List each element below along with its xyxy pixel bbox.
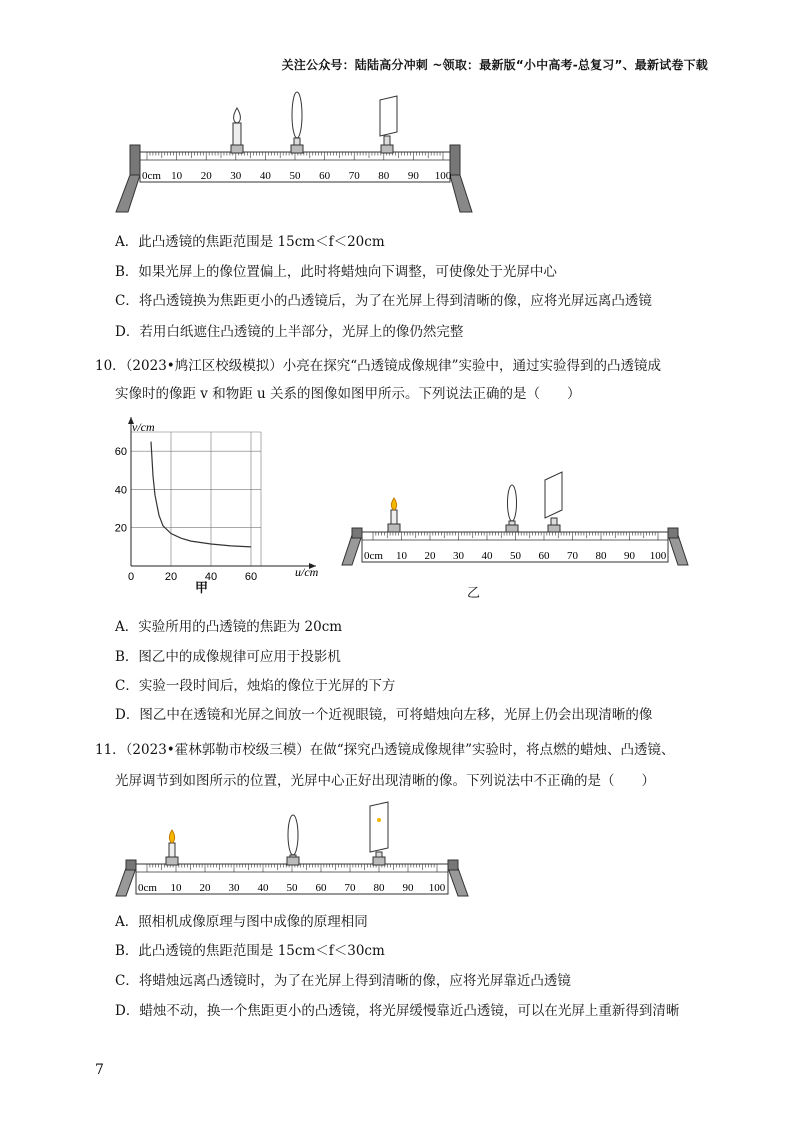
ruler-label: 90 [624,550,635,562]
ruler-label: 60 [315,882,327,894]
ruler-label: 60 [538,550,550,562]
ruler-label: 100 [428,882,446,894]
ruler-label: 90 [407,170,419,182]
ruler-label: 70 [344,882,356,894]
ruler-label: 80 [373,882,385,894]
optical-bench-figure-yi [340,470,690,575]
ruler-label: 80 [595,550,607,562]
q9-option-c: C．将凸透镜换为焦距更小的凸透镜后，为了在光屏上得到清晰的像，应将光屏远离凸透镜 [115,293,652,309]
ruler-zero-label: 0cm [364,550,383,562]
ruler-label: 100 [434,170,452,182]
q9-option-a: A．此凸透镜的焦距范围是 15cm＜f＜20cm [115,234,385,250]
optical-bench-figure-q11 [112,800,477,900]
y-axis-label: v/cm [132,420,155,434]
q10-option-d: D．图乙中在透镜和光屏之间放一个近视眼镜，可将蜡烛向左移，光屏上仍会出现清晰的像 [115,707,653,723]
q11-stem-line2: 光屏调节到如图所示的位置，光屏中心正好出现清晰的像。下列说法中不正确的是（ ） [115,773,655,789]
ruler-label: 20 [200,170,212,182]
ruler-label: 90 [402,882,414,894]
x-tick-label: 20 [164,571,178,583]
ruler-label: 40 [259,170,271,182]
ruler-label: 50 [286,882,298,894]
ruler-label: 100 [649,550,667,562]
ruler-label: 10 [171,170,183,182]
ruler-label: 20 [424,550,436,562]
q11-option-c: C．将蜡烛远离凸透镜时，为了在光屏上得到清晰的像，应将光屏靠近凸透镜 [115,973,571,989]
q9-option-b: B．如果光屏上的像位置偏上，此时将蜡烛向下调整，可使像处于光屏中心 [115,264,557,280]
ruler-label: 40 [257,882,269,894]
x-axis-label: u/cm [295,565,319,579]
y-tick-label: 60 [114,446,127,459]
ruler-label: 70 [348,170,360,182]
q10-option-a: A．实验所用的凸透镜的焦距为 20cm [115,619,343,635]
series-line [151,442,251,547]
q10-option-c: C．实验一段时间后，烛焰的像位于光屏的下方 [115,678,396,694]
v-u-graph [110,413,340,593]
q10-option-b: B．图乙中的成像规律可应用于投影机 [115,649,341,665]
ruler-zero-label: 0cm [138,882,157,894]
q9-option-d: D．若用白纸遮住凸透镜的上半部分，光屏上的像仍然完整 [115,324,464,340]
q10-stem-line2: 实像时的像距 v 和物距 u 关系的图像如图甲所示。下列说法正确的是（ ） [115,386,581,402]
bench-caption-yi: 乙 [467,586,481,601]
q11-option-d: D．蜡烛不动，换一个焦距更小的凸透镜，将光屏缓慢靠近凸透镜，可以在光屏上重新得到清晰 [115,1003,680,1019]
q11-option-b: B．此凸透镜的焦距范围是 15cm＜f＜30cm [115,943,385,959]
ruler-label: 30 [453,550,464,562]
ruler-label: 70 [567,550,578,562]
ruler-zero-label: 0cm [142,170,161,182]
q11-option-a: A．照相机成像原理与图中成像的原理相同 [115,914,368,930]
page-number: 7 [95,1062,104,1078]
y-tick-label: 40 [114,484,127,497]
y-tick-label: 20 [114,522,127,535]
ruler-label: 30 [230,170,242,182]
ruler-label: 10 [396,550,407,562]
ruler-label: 50 [510,550,521,562]
x-tick-label: 40 [204,571,218,583]
ruler-label: 40 [481,550,493,562]
ruler-label: 60 [319,170,331,182]
page-header: 关注公众号：陆陆高分冲刺 ~领取：最新版“小中高考-总复习”、最新试卷下载 [281,58,708,72]
x-tick-label: 0 [127,571,135,583]
q11-stem-line1: 11．（2023•霍林郭勒市校级三模）在做“探究凸透镜成像规律”实验时，将点燃的蜡烛、凸透镜、 [95,742,675,758]
x-tick-label: 60 [244,571,258,583]
ruler-label: 50 [289,170,301,182]
graph-caption-jia: 甲 [195,581,209,596]
q10-stem-line1: 10．（2023•鸠江区校级模拟）小亮在探究“凸透镜成像规律”实验中，通过实验得到的凸透镜成 [95,358,662,374]
optical-bench-figure-top [110,90,480,215]
ruler-label: 30 [228,882,240,894]
ruler-label: 20 [199,882,211,894]
ruler-label: 10 [170,882,182,894]
ruler-label: 80 [378,170,390,182]
